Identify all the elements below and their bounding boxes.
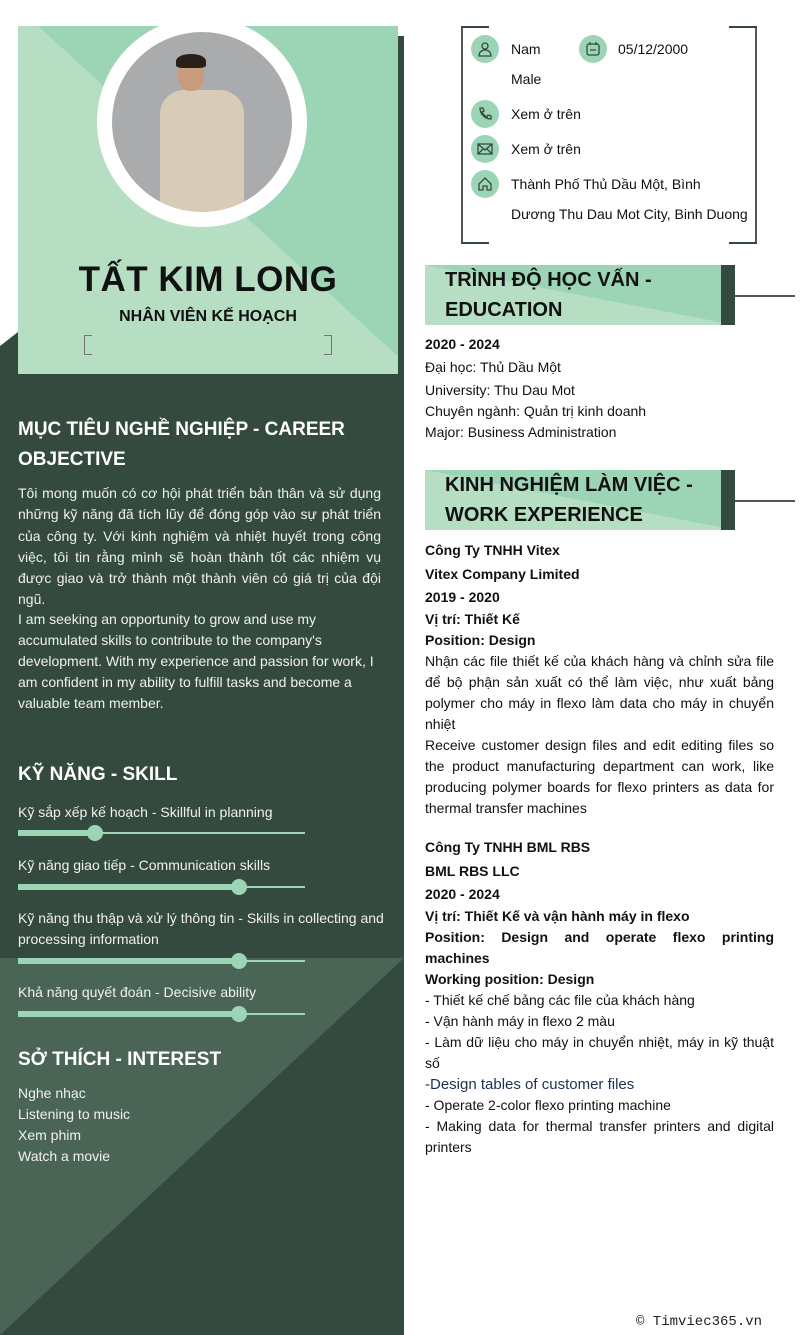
task: - Making data for thermal transfer printers and digital printers: [425, 1118, 774, 1155]
position-vi: Vị trí: Thiết Kế và vận hành máy in flexo: [425, 908, 690, 924]
education-heading: TRÌNH ĐỘ HỌC VẤN - EDUCATION: [425, 265, 735, 325]
calendar-icon: [579, 35, 607, 63]
skill-label: Kỹ năng thu thập và xử lý thông tin - Skills in collecting and processing information: [18, 910, 384, 947]
major-en: Major: Business Administration: [425, 424, 617, 440]
job-entry: [425, 538, 774, 819]
divider: [735, 295, 795, 297]
skill-knob: [231, 953, 247, 969]
job-period: 2019 - 2020: [425, 589, 500, 605]
address-line-2: Dương Thu Dau Mot City, Binh Duong: [511, 206, 748, 222]
divider: [735, 500, 795, 502]
candidate-name: TẤT KIM LONG: [78, 260, 338, 299]
skills-heading: KỸ NĂNG - SKILL: [18, 764, 178, 785]
education-period: 2020 - 2024: [425, 336, 500, 352]
objective-vi: Tôi mong muốn có cơ hội phát triển bản thân và sử dụng những kỹ năng đã tích lũy để đóng góp vào sự phát triển của công ty. Với kinh nghiệm và nhiệt huyết trong công việc, tôi tin rằng mình sẽ hoàn thành tốt các nhiệm vụ được giao và trở thành một thành viên có giá trị của đội ngũ.: [18, 485, 381, 608]
avatar: [97, 17, 307, 227]
job-period: 2020 - 2024: [425, 886, 500, 902]
user-icon: [471, 35, 499, 63]
description-vi: Nhận các file thiết kế của khách hàng và chỉnh sửa file để bộ phận sản xuất có thể làm việc, như xuất bảng polymer cho máy in flexo làm data cho máy in chuyển nhiệt: [425, 653, 774, 732]
skill-bar: [18, 960, 305, 962]
position-en: Position: Design: [425, 632, 536, 648]
interest-item: Watch a movie: [18, 1148, 111, 1164]
phone-icon: [471, 100, 499, 128]
task: - Operate 2-color flexo printing machine: [425, 1097, 671, 1113]
interest-item: Listening to music: [18, 1106, 131, 1122]
position-vi: Vị trí: Thiết Kế: [425, 611, 520, 627]
company-en: BML RBS LLC: [425, 863, 520, 879]
position-en: Position: Design and operate flexo printing machines: [425, 929, 774, 966]
gender-en: Male: [511, 71, 542, 87]
skill-fill: [18, 958, 239, 964]
interest-item: Nghe nhạc: [18, 1085, 86, 1101]
task: - Vận hành máy in flexo 2 màu: [425, 1013, 615, 1029]
task: -Design tables of customer files: [425, 1076, 635, 1093]
skill-knob: [231, 879, 247, 895]
date-of-birth: 05/12/2000: [618, 41, 689, 57]
major-vi: Chuyên ngành: Quản trị kinh doanh: [425, 403, 647, 419]
task: - Thiết kế chế bảng các file của khách hàng: [425, 992, 695, 1008]
skill-fill: [18, 884, 239, 890]
phone: Xem ở trên: [511, 106, 581, 122]
school-vi: Đại học: Thủ Dầu Một: [425, 359, 561, 375]
gender: Nam: [511, 41, 541, 57]
contact-box: [461, 26, 757, 244]
company-vi: Công Ty TNHH Vitex: [425, 542, 560, 558]
skill-label: Kỹ sắp xếp kế hoạch - Skillful in planning: [18, 804, 273, 820]
education-details: [425, 333, 774, 443]
address-line-1: Thành Phố Thủ Dầu Một, Bình: [511, 176, 701, 192]
experience-heading: KINH NGHIỆM LÀM VIỆC - WORK EXPERIENCE: [425, 470, 735, 530]
skill-label: Khả năng quyết đoán - Decisive ability: [18, 984, 257, 1000]
objective-en: I am seeking an opportunity to grow and use my accumulated skills to contribute to the company's development. With my experience and passion for work, I am confident in my ability to fulfill tasks and become a valuable team member.: [18, 611, 374, 711]
task: - Làm dữ liệu cho máy in chuyển nhiệt, máy in kỹ thuật số: [425, 1034, 774, 1071]
job-entry: [425, 835, 774, 1158]
objective-heading: MỤC TIÊU NGHỀ NGHIỆP - CAREER OBJECTIVE: [18, 419, 345, 470]
skill-knob: [231, 1006, 247, 1022]
school-en: University: Thu Dau Mot: [425, 382, 575, 398]
interest-item: Xem phim: [18, 1127, 82, 1143]
skill-bar: [18, 886, 305, 888]
skill-fill: [18, 830, 95, 836]
skill-fill: [18, 1011, 239, 1017]
mail-icon: [471, 135, 499, 163]
interests-list: [18, 1083, 381, 1167]
home-icon: [471, 170, 499, 198]
company-vi: Công Ty TNHH BML RBS: [425, 839, 591, 855]
skill-label: Kỹ năng giao tiếp - Communication skills: [18, 857, 271, 873]
job-title: NHÂN VIÊN KẾ HOẠCH: [119, 308, 297, 325]
email: Xem ở trên: [511, 141, 581, 157]
interests-heading: SỞ THÍCH - INTEREST: [18, 1049, 222, 1070]
company-en: Vitex Company Limited: [425, 566, 580, 582]
skill-bar: [18, 1013, 305, 1015]
working-position: Working position: Design: [425, 971, 595, 987]
description-en: Receive customer design files and edit editing files so the product manufacturing department can work, like producing polymer boards for flexo printers as data for thermal transfer machines: [425, 737, 774, 816]
skill-bar: [18, 832, 305, 834]
footer-copyright: © Timviec365.vn: [636, 1314, 763, 1330]
